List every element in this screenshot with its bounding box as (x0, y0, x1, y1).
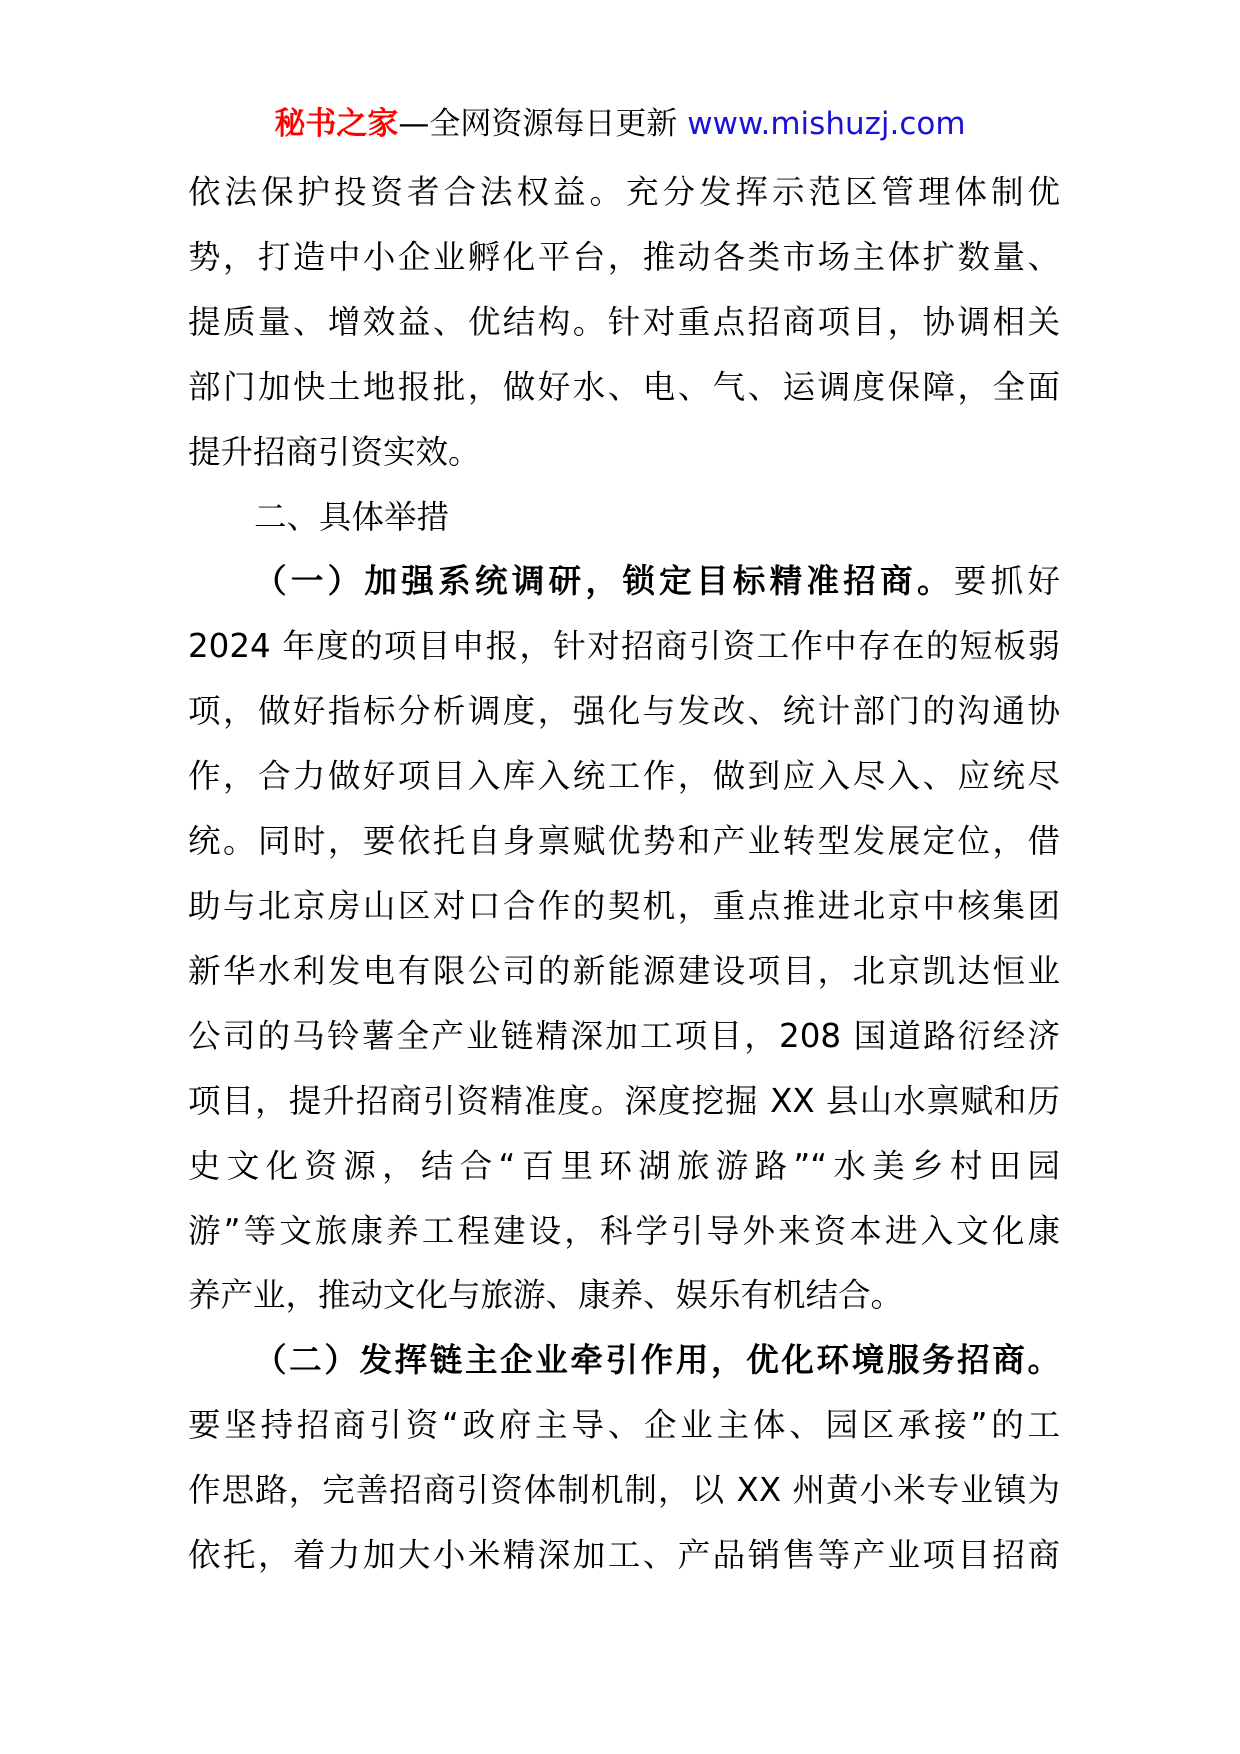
paragraph-investment-rights (188, 160, 1060, 485)
text-line: 提升招商引资实效。 (188, 432, 481, 471)
text-line: 2024 年度的项目申报，针对招商引资工作中存在的短板弱 (188, 627, 1060, 666)
text-line: 要坚持招商引资“政府主导、企业主体、园区承接”的工 (188, 1406, 1060, 1445)
document-body (188, 160, 1060, 1588)
text-line: 提质量、增效益、优结构。针对重点招商项目，协调相关 (188, 302, 1060, 341)
site-brand: 秘书之家 (274, 106, 399, 142)
section-heading-measures (188, 485, 1060, 550)
site-url-link[interactable]: www.mishuzj.com (687, 106, 966, 142)
text-line: 势，打造中小企业孵化平台，推动各类市场主体扩数量、 (188, 237, 1060, 276)
item-1-first-line (188, 549, 1060, 614)
text-line: 游”等文旅康养工程建设，科学引导外来资本进入文化康 (188, 1211, 1060, 1250)
paragraph-item-1 (188, 549, 1060, 1328)
text-line: 统。同时，要依托自身禀赋优势和产业转型发展定位，借 (188, 822, 1060, 861)
text-line: 项目，提升招商引资精准度。深度挖掘 XX 县山水禀赋和历 (188, 1081, 1060, 1120)
section-title: 二、具体举措 (254, 497, 450, 536)
text-line: 作，合力做好项目入库入统工作，做到应入尽入、应统尽 (188, 757, 1060, 796)
text-line: 依托，着力加大小米精深加工、产品销售等产业项目招商 (188, 1536, 1060, 1575)
text-line: 作思路，完善招商引资体制机制，以 XX 州黄小米专业镇为 (188, 1471, 1060, 1510)
item-1-heading-rest: 要抓好 (953, 562, 1060, 601)
text-line: 部门加快土地报批，做好水、电、气、运调度保障，全面 (188, 367, 1060, 406)
item-1-heading: （一）加强系统调研，锁定目标精准招商。 (254, 562, 954, 601)
text-line: 项，做好指标分析调度，强化与发改、统计部门的沟通协 (188, 692, 1060, 731)
text-line: 养产业，推动文化与旅游、康养、娱乐有机结合。 (188, 1276, 904, 1315)
item-2-heading: （二）发挥链主企业牵引作用，优化环境服务招商。 (254, 1341, 1060, 1380)
text-line: 新华水利发电有限公司的新能源建设项目，北京凯达恒业 (188, 951, 1060, 990)
paragraph-item-2 (188, 1328, 1060, 1588)
site-tagline: —全网资源每日更新 (398, 106, 688, 142)
text-line: 公司的马铃薯全产业链精深加工项目，208 国道路衍经济 (188, 1016, 1060, 1055)
item-2-first-line (188, 1328, 1060, 1393)
site-header (0, 104, 1240, 144)
text-line: 助与北京房山区对口合作的契机，重点推进北京中核集团 (188, 886, 1060, 925)
text-line: 史文化资源，结合“百里环湖旅游路”“水美乡村田园 (188, 1146, 1060, 1185)
text-line: 依法保护投资者合法权益。充分发挥示范区管理体制优 (188, 173, 1060, 211)
